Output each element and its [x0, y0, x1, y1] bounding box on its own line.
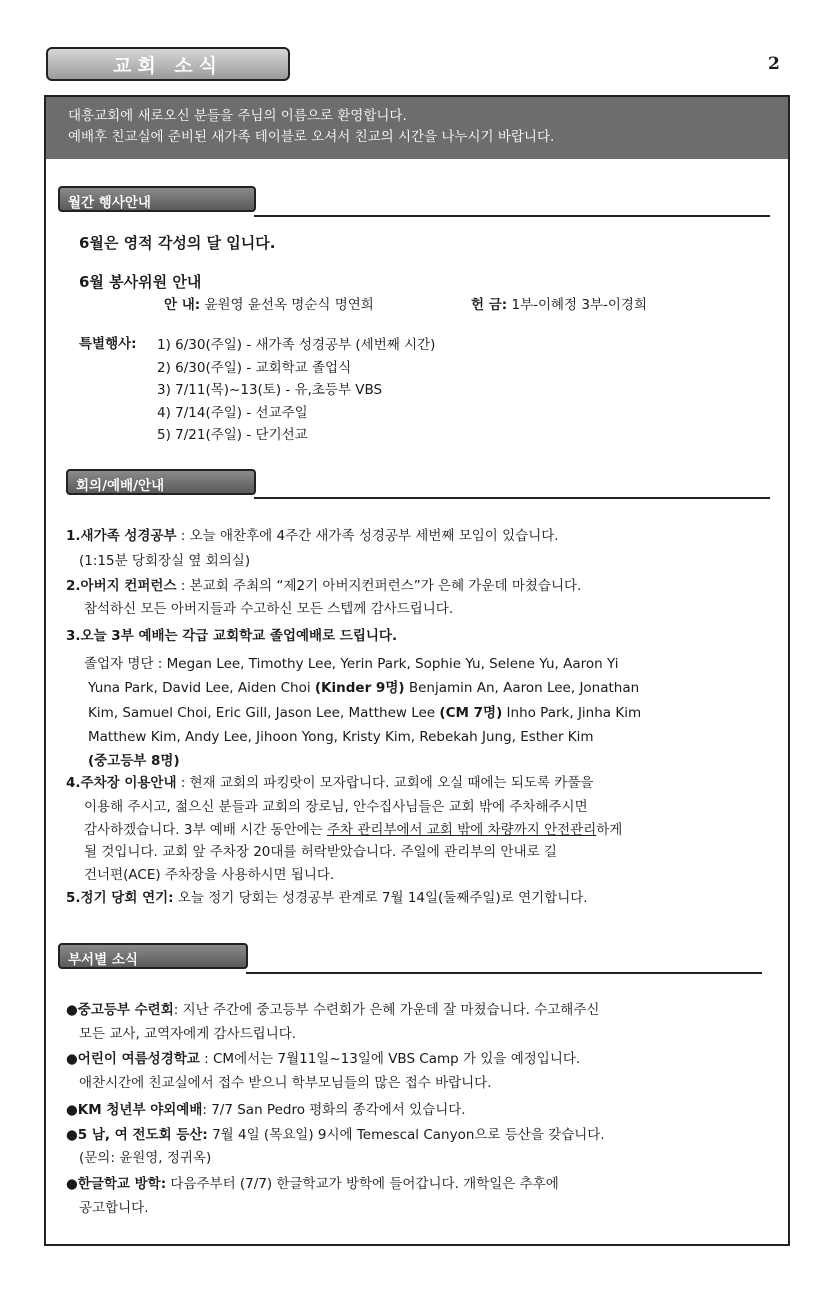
meeting-item-5 — [66, 888, 588, 909]
welcome-line-1: 대흥교회에 새로오신 분들을 주님의 이름으로 환영합니다. — [68, 108, 407, 124]
n1-line2: 모든 교사, 교역자에게 감사드립니다. — [79, 1026, 297, 1042]
item2-text: : 본교회 주최의 “제2기 아버지컨퍼런스”가 은혜 가운데 마쳤습니다. — [176, 578, 582, 594]
n2-title: ●어린이 여름성경학교 — [66, 1051, 200, 1067]
item2-title: 2.아버지 컨퍼런스 — [66, 578, 177, 594]
graduates-line — [84, 652, 641, 676]
item2-line2: 참석하신 모든 아버지들과 수고하신 모든 스텝께 감사드립니다. — [84, 601, 454, 617]
item3-title: 3.오늘 3부 예배는 각급 교회학교 졸업예배로 드립니다. — [66, 628, 398, 644]
item4-body — [84, 796, 622, 886]
special-label: 특별행사: — [79, 336, 137, 352]
welcome-line-2: 예배후 친교실에 준비된 새가족 테이블로 오셔서 친교의 시간을 나누시기 바랍니다. — [68, 129, 555, 145]
n5-text: 다음주부터 (7/7) 한글학교가 방학에 들어갑니다. 개학일은 추후에 — [166, 1176, 559, 1192]
item4-text-part: 감사하겠습니다. 3부 예배 시간 동안에는 — [84, 821, 327, 838]
meeting-heading: 회의/예배/안내 — [66, 469, 256, 495]
offering-row — [471, 295, 647, 316]
item4-text-part: 하게 — [596, 821, 623, 838]
item5-title: 5.정기 당회 연기: — [66, 890, 174, 906]
special-event: 3) 7/11(목)~13(토) - 유,초등부 VBS — [157, 382, 383, 398]
grad-names: Inho Park, Jinha Kim — [502, 704, 642, 721]
dept-news-5 — [66, 1174, 559, 1195]
graduates-line — [84, 749, 641, 773]
n1-title: ●중고등부 수련회 — [66, 1002, 174, 1018]
item5-text: 오늘 정기 당회는 성경공부 관계로 7월 14일(둘째주일)로 연기합니다. — [173, 890, 588, 906]
offering-names: 1부-이혜정 3부-이경희 — [507, 297, 648, 313]
usher-names: 윤원영 윤선옥 명순식 명연희 — [200, 297, 374, 313]
monthly-heading: 월간 행사안내 — [58, 186, 256, 212]
n2-line2: 애찬시간에 친교실에서 접수 받으니 학부모님들의 많은 접수 바랍니다. — [79, 1075, 492, 1091]
usher-label: 안 내: — [164, 297, 201, 313]
bulletin-frame — [44, 95, 790, 1246]
grad-label: 졸업자 명단 : — [84, 656, 167, 672]
graduates-line — [84, 676, 641, 700]
item4-underlined: 주차 관리부에서 교회 밖에 차량까지 안전관리 — [327, 821, 597, 838]
youth-count: (중고등부 8명) — [88, 753, 180, 770]
graduates-line — [84, 701, 641, 725]
meeting-divider — [254, 497, 770, 499]
grad-names: Megan Lee, Timothy Lee, Yerin Park, Sophie Yu, Selene Yu, Aaron Yi — [166, 656, 619, 672]
item4-line — [84, 819, 622, 842]
usher-row — [164, 295, 374, 316]
dept-divider — [246, 972, 762, 974]
special-event: 4) 7/14(주일) - 선교주일 — [157, 404, 308, 421]
n3-text: : 7/7 San Pedro 평화의 종각에서 있습니다. — [202, 1102, 466, 1118]
page-number: 2 — [768, 54, 780, 74]
item4-line: 될 것입니다. 교회 앞 주차장 20대를 허락받았습니다. 주일에 관리부의 안내로 길 — [84, 844, 557, 860]
volunteer-title: 6월 봉사위원 안내 — [79, 273, 202, 291]
offering-label: 헌 금: — [471, 297, 508, 313]
item4-title: 4.주차장 이용안내 — [66, 775, 177, 791]
n4-title: ●5 남, 여 전도회 등산: — [66, 1127, 208, 1143]
special-event: 1) 6/30(주일) - 새가족 성경공부 (세번째 시간) — [157, 337, 436, 353]
n4-line2: (문의: 윤원영, 정귀옥) — [79, 1150, 212, 1166]
meeting-item-4 — [66, 773, 593, 794]
item4-text: : 현재 교회의 파킹랏이 모자랍니다. 교회에 오실 때에는 되도록 카풀을 — [176, 775, 594, 791]
section-title-tab — [46, 47, 290, 81]
dept-news-4 — [66, 1125, 605, 1146]
meeting-item-1 — [66, 526, 559, 547]
section-title: 교회 소식 — [112, 54, 224, 77]
item4-line: 건너편(ACE) 주차장을 사용하시면 됩니다. — [84, 866, 335, 883]
meeting-item-2 — [66, 576, 581, 597]
special-event-list — [157, 334, 435, 447]
n5-title: ●한글학교 방학: — [66, 1176, 167, 1192]
n1-text: : 지난 주간에 중고등부 수련회가 은혜 가운데 잘 마쳤습니다. 수고해주신 — [173, 1002, 600, 1018]
item1-title: 1.새가족 성경공부 — [66, 528, 177, 544]
item1-text: : 오늘 애찬후에 4주간 새가족 성경공부 세번째 모임이 있습니다. — [176, 528, 559, 544]
grad-names: Benjamin An, Aaron Lee, Jonathan — [404, 680, 640, 697]
item1-line2: (1:15분 당회장실 옆 회의실) — [79, 553, 251, 569]
item4-line: 이용해 주시고, 젊으신 분들과 교회의 장로님, 안수집사님들은 교회 밖에 주차해주시면 — [84, 799, 588, 815]
n5-line2: 공고합니다. — [79, 1200, 149, 1216]
grad-names: Yuna Park, David Lee, Aiden Choi — [88, 680, 315, 697]
dept-news-3 — [66, 1100, 466, 1121]
grad-names: Kim, Samuel Choi, Eric Gill, Jason Lee, Matthew Lee — [88, 704, 440, 721]
month-theme: 6월은 영적 각성의 달 입니다. — [79, 234, 276, 252]
n4-text: 7월 4일 (목요일) 9시에 Temescal Canyon으로 등산을 갖습니다. — [207, 1127, 605, 1143]
dept-news-2 — [66, 1049, 580, 1070]
n2-text: : CM에서는 7월11일~13일에 VBS Camp 가 있을 예정입니다. — [199, 1051, 581, 1067]
kinder-count: (Kinder 9명) — [314, 680, 405, 697]
n3-title: ●KM 청년부 야외예배 — [66, 1102, 203, 1118]
welcome-banner — [46, 97, 788, 159]
cm-count: (CM 7명) — [439, 704, 503, 721]
special-event: 2) 6/30(주일) - 교회학교 졸업식 — [157, 359, 352, 376]
special-event: 5) 7/21(주일) - 단기선교 — [157, 427, 308, 443]
graduates-line: Matthew Kim, Andy Lee, Jihoon Yong, Kristy Kim, Rebekah Jung, Esther Kim — [88, 728, 594, 745]
monthly-divider — [254, 215, 770, 217]
dept-heading: 부서별 소식 — [58, 943, 248, 969]
dept-news-1 — [66, 1000, 599, 1021]
graduates-list — [84, 652, 641, 773]
